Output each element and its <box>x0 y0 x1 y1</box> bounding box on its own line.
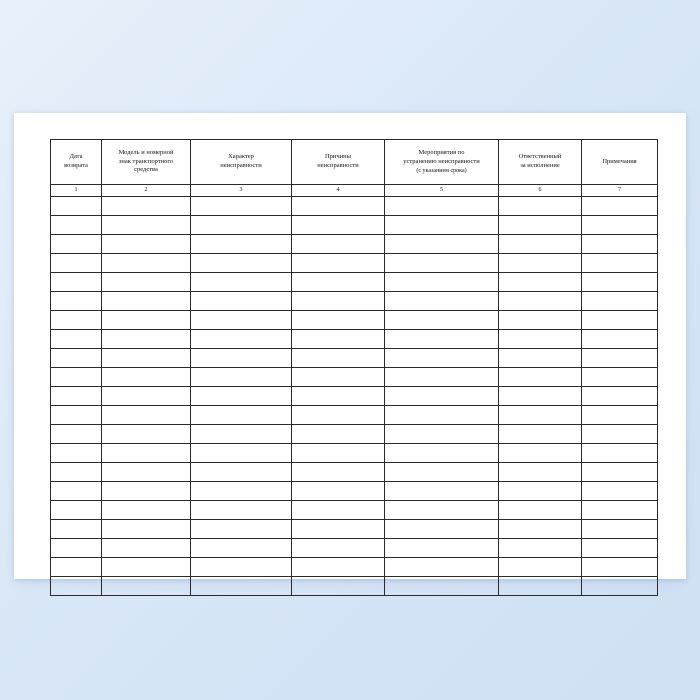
table-cell[interactable] <box>51 539 102 558</box>
table-cell[interactable] <box>582 406 658 425</box>
table-cell[interactable] <box>102 330 191 349</box>
table-row <box>51 520 658 539</box>
table-cell[interactable] <box>385 482 499 501</box>
table-cell[interactable] <box>51 197 102 216</box>
table-cell[interactable] <box>102 463 191 482</box>
table-cell[interactable] <box>385 501 499 520</box>
table-row <box>51 311 658 330</box>
table-row <box>51 539 658 558</box>
column-number-4: 4 <box>292 185 385 197</box>
table-cell[interactable] <box>385 349 499 368</box>
table-cell[interactable] <box>499 558 582 577</box>
table-cell[interactable] <box>51 558 102 577</box>
table-cell[interactable] <box>582 425 658 444</box>
table-cell[interactable] <box>385 330 499 349</box>
table-cell[interactable] <box>191 520 292 539</box>
table-cell[interactable] <box>582 197 658 216</box>
column-number-6: 6 <box>499 185 582 197</box>
table-cell[interactable] <box>51 349 102 368</box>
table-cell[interactable] <box>51 577 102 596</box>
table-cell[interactable] <box>102 216 191 235</box>
table-cell[interactable] <box>499 273 582 292</box>
table-cell[interactable] <box>499 368 582 387</box>
table-cell[interactable] <box>499 235 582 254</box>
table-cell[interactable] <box>385 387 499 406</box>
table-cell[interactable] <box>292 406 385 425</box>
table-row <box>51 558 658 577</box>
table-cell[interactable] <box>499 539 582 558</box>
table-row <box>51 406 658 425</box>
table-cell[interactable] <box>102 254 191 273</box>
table-cell[interactable] <box>191 197 292 216</box>
table-cell[interactable] <box>292 311 385 330</box>
table-row <box>51 235 658 254</box>
table-cell[interactable] <box>102 558 191 577</box>
table-cell[interactable] <box>191 539 292 558</box>
table-cell[interactable] <box>499 520 582 539</box>
table-cell[interactable] <box>292 330 385 349</box>
table-cell[interactable] <box>51 368 102 387</box>
table-cell[interactable] <box>51 425 102 444</box>
column-number-3: 3 <box>191 185 292 197</box>
table-cell[interactable] <box>385 368 499 387</box>
table-cell[interactable] <box>292 539 385 558</box>
table-cell[interactable] <box>499 482 582 501</box>
table-cell[interactable] <box>292 387 385 406</box>
table-cell[interactable] <box>499 463 582 482</box>
table-cell[interactable] <box>102 406 191 425</box>
table-cell[interactable] <box>582 520 658 539</box>
table-cell[interactable] <box>385 197 499 216</box>
table-cell[interactable] <box>191 501 292 520</box>
column-header-fault-nature: Характер неисправности <box>191 140 292 185</box>
table-cell[interactable] <box>385 463 499 482</box>
table-cell[interactable] <box>51 292 102 311</box>
table-cell[interactable] <box>292 273 385 292</box>
table-cell[interactable] <box>102 197 191 216</box>
table-cell[interactable] <box>51 406 102 425</box>
table-cell[interactable] <box>499 406 582 425</box>
column-header-corrective-actions: Мероприятия по устранению неисправности (с указанием срока) <box>385 140 499 185</box>
table-row <box>51 577 658 596</box>
table-cell[interactable] <box>191 273 292 292</box>
table-cell[interactable] <box>191 406 292 425</box>
table-cell[interactable] <box>582 482 658 501</box>
table-row <box>51 387 658 406</box>
table-cell[interactable] <box>499 349 582 368</box>
column-header-fault-causes: Причины неисправности <box>292 140 385 185</box>
table-cell[interactable] <box>292 501 385 520</box>
table-cell[interactable] <box>499 577 582 596</box>
table-cell[interactable] <box>292 368 385 387</box>
table-cell[interactable] <box>191 235 292 254</box>
table-cell[interactable] <box>51 463 102 482</box>
table-cell[interactable] <box>582 235 658 254</box>
table-cell[interactable] <box>292 425 385 444</box>
table-cell[interactable] <box>499 311 582 330</box>
table-cell[interactable] <box>582 292 658 311</box>
column-number-1: 1 <box>51 185 102 197</box>
table-cell[interactable] <box>51 444 102 463</box>
table-header <box>51 140 658 197</box>
table-cell[interactable] <box>102 368 191 387</box>
table-cell[interactable] <box>102 273 191 292</box>
table-cell[interactable] <box>102 292 191 311</box>
table-cell[interactable] <box>51 235 102 254</box>
table-cell[interactable] <box>102 425 191 444</box>
table-cell[interactable] <box>191 368 292 387</box>
table-cell[interactable] <box>499 387 582 406</box>
table-cell[interactable] <box>385 273 499 292</box>
table-cell[interactable] <box>385 444 499 463</box>
table-cell[interactable] <box>582 330 658 349</box>
table-cell[interactable] <box>292 292 385 311</box>
table-cell[interactable] <box>582 558 658 577</box>
table-cell[interactable] <box>582 387 658 406</box>
table-cell[interactable] <box>292 197 385 216</box>
table-cell[interactable] <box>292 463 385 482</box>
table-cell[interactable] <box>51 482 102 501</box>
table-header-row <box>51 140 658 185</box>
table-cell[interactable] <box>102 501 191 520</box>
table-cell[interactable] <box>51 501 102 520</box>
table-cell[interactable] <box>292 577 385 596</box>
table-cell[interactable] <box>51 520 102 539</box>
table-cell[interactable] <box>499 425 582 444</box>
table-cell[interactable] <box>102 387 191 406</box>
table-cell[interactable] <box>582 444 658 463</box>
table-cell[interactable] <box>385 254 499 273</box>
table-row <box>51 501 658 520</box>
column-header-notes: Примечания <box>582 140 658 185</box>
paper-sheet <box>14 113 686 579</box>
table-cell[interactable] <box>499 330 582 349</box>
table-cell[interactable] <box>191 254 292 273</box>
table-body <box>51 197 658 596</box>
column-header-responsible-person: Ответственный за исполнение <box>499 140 582 185</box>
table-cell[interactable] <box>292 349 385 368</box>
table-cell[interactable] <box>292 520 385 539</box>
table-cell[interactable] <box>292 444 385 463</box>
table-cell[interactable] <box>102 235 191 254</box>
table-cell[interactable] <box>582 216 658 235</box>
table-cell[interactable] <box>51 330 102 349</box>
table-cell[interactable] <box>51 254 102 273</box>
table-cell[interactable] <box>102 349 191 368</box>
table-row <box>51 425 658 444</box>
column-number-row <box>51 185 658 197</box>
table-cell[interactable] <box>292 558 385 577</box>
table-cell[interactable] <box>385 292 499 311</box>
table-cell[interactable] <box>499 197 582 216</box>
table-cell[interactable] <box>385 558 499 577</box>
table-row <box>51 444 658 463</box>
table-cell[interactable] <box>582 368 658 387</box>
table-row <box>51 292 658 311</box>
table-row <box>51 254 658 273</box>
table-cell[interactable] <box>191 558 292 577</box>
table-row <box>51 273 658 292</box>
table-cell[interactable] <box>385 216 499 235</box>
registry-table <box>50 139 658 596</box>
table-cell[interactable] <box>499 292 582 311</box>
table-cell[interactable] <box>51 311 102 330</box>
table-cell[interactable] <box>385 425 499 444</box>
table-cell[interactable] <box>582 349 658 368</box>
column-number-7: 7 <box>582 185 658 197</box>
table-row <box>51 197 658 216</box>
table-cell[interactable] <box>191 292 292 311</box>
column-header-date-of-return: Дата возврата <box>51 140 102 185</box>
table-cell[interactable] <box>582 463 658 482</box>
table-row <box>51 482 658 501</box>
table-cell[interactable] <box>582 539 658 558</box>
table-cell[interactable] <box>191 330 292 349</box>
table-cell[interactable] <box>292 235 385 254</box>
table-cell[interactable] <box>385 539 499 558</box>
table-cell[interactable] <box>191 425 292 444</box>
table-row <box>51 349 658 368</box>
table-cell[interactable] <box>385 406 499 425</box>
table-cell[interactable] <box>191 387 292 406</box>
table-cell[interactable] <box>292 216 385 235</box>
table-row <box>51 330 658 349</box>
table-cell[interactable] <box>292 482 385 501</box>
column-header-vehicle-model-and-plate: Модель и номерной знак транспортного средства <box>102 140 191 185</box>
table-cell[interactable] <box>582 501 658 520</box>
table-cell[interactable] <box>191 311 292 330</box>
table-cell[interactable] <box>499 501 582 520</box>
table-cell[interactable] <box>102 539 191 558</box>
table-cell[interactable] <box>292 254 385 273</box>
table-row <box>51 216 658 235</box>
table-cell[interactable] <box>499 444 582 463</box>
table-cell[interactable] <box>582 577 658 596</box>
table-cell[interactable] <box>499 216 582 235</box>
table-cell[interactable] <box>191 216 292 235</box>
column-number-5: 5 <box>385 185 499 197</box>
table-cell[interactable] <box>102 577 191 596</box>
table-cell[interactable] <box>191 577 292 596</box>
table-cell[interactable] <box>51 273 102 292</box>
table-cell[interactable] <box>385 235 499 254</box>
table-cell[interactable] <box>102 482 191 501</box>
table-cell[interactable] <box>102 520 191 539</box>
table-cell[interactable] <box>102 444 191 463</box>
table-cell[interactable] <box>385 577 499 596</box>
table-cell[interactable] <box>191 444 292 463</box>
form-area <box>50 139 650 596</box>
table-cell[interactable] <box>51 216 102 235</box>
column-number-2: 2 <box>102 185 191 197</box>
table-row <box>51 463 658 482</box>
table-cell[interactable] <box>102 311 191 330</box>
table-row <box>51 368 658 387</box>
table-cell[interactable] <box>385 311 499 330</box>
table-cell[interactable] <box>582 273 658 292</box>
table-cell[interactable] <box>51 387 102 406</box>
table-cell[interactable] <box>191 349 292 368</box>
table-cell[interactable] <box>191 482 292 501</box>
table-cell[interactable] <box>385 520 499 539</box>
table-cell[interactable] <box>582 311 658 330</box>
table-cell[interactable] <box>191 463 292 482</box>
table-cell[interactable] <box>499 254 582 273</box>
table-cell[interactable] <box>582 254 658 273</box>
